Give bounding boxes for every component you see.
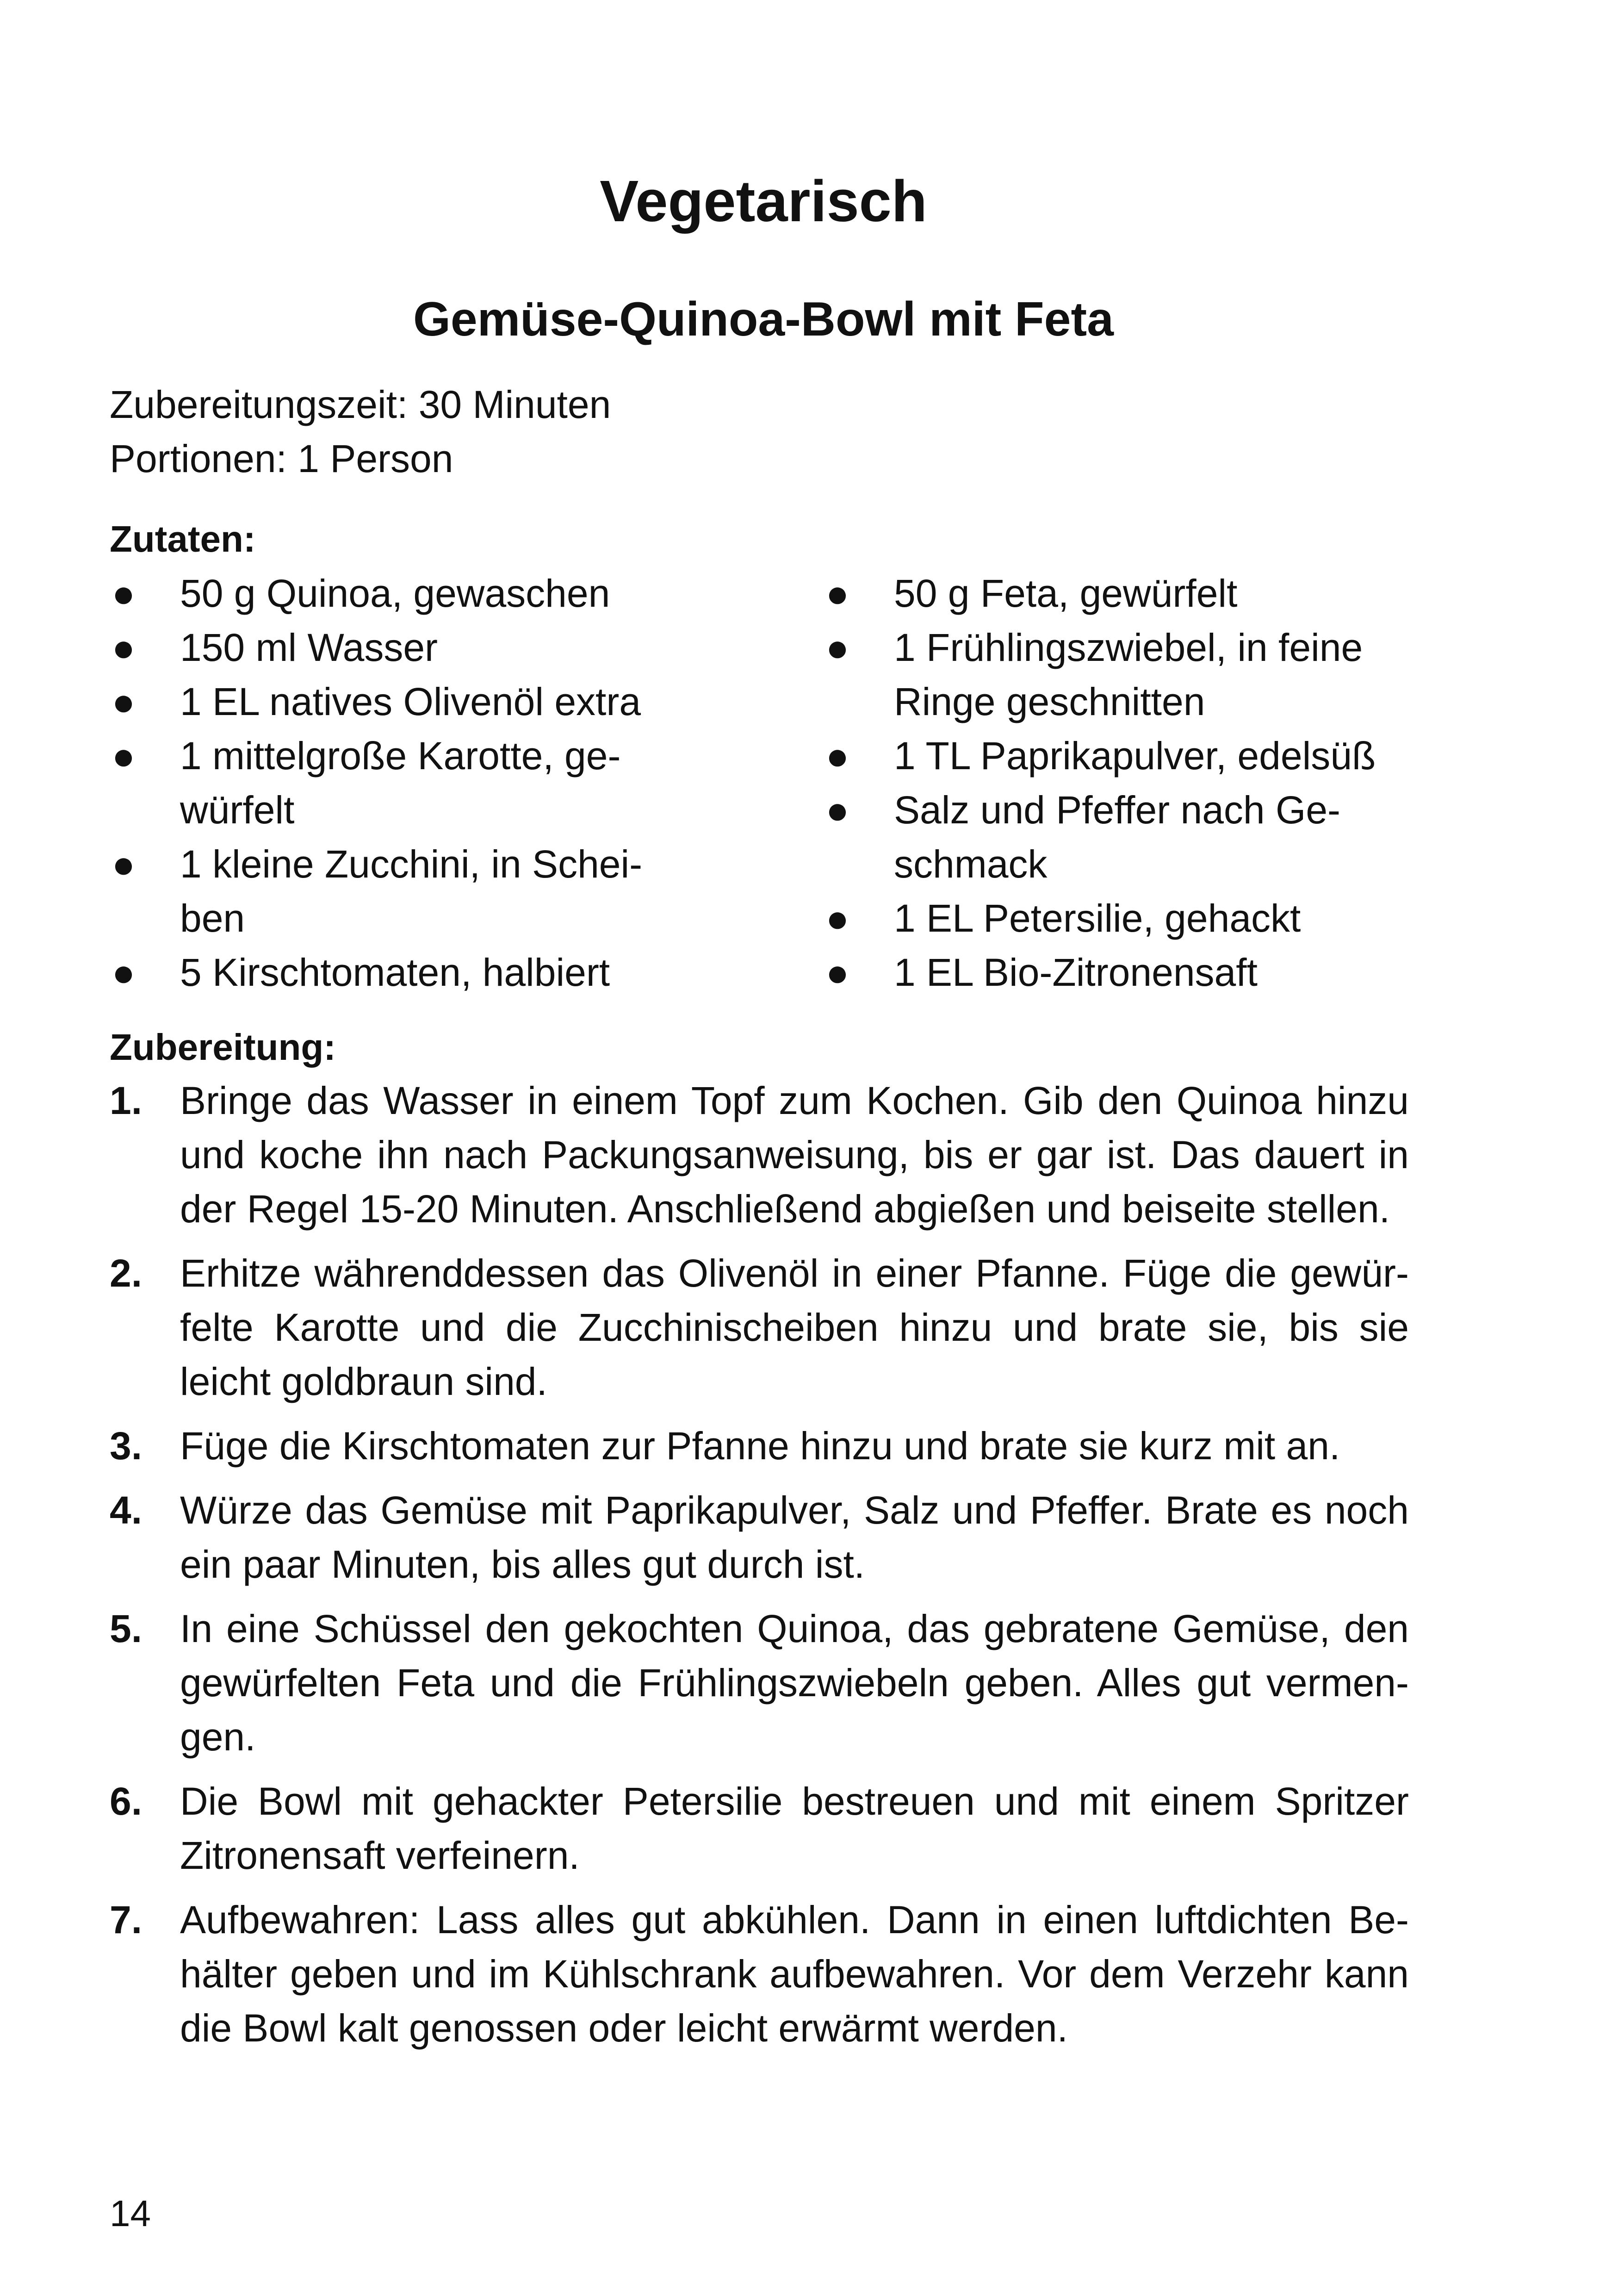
step-text: Würze das Gemüse mit Paprikapulver, Salz und Pfeffer. Brate es noch ein paar Minuten, bis alles gut durch ist. [180, 1488, 1409, 1586]
step-item [110, 1074, 1409, 1236]
bullet-icon: ● [112, 842, 136, 886]
ingredient-text: 1 EL Petersilie, gehackt [894, 896, 1301, 940]
ingredient-item [110, 566, 679, 621]
step-text: Füge die Kirschtomaten zur Pfanne hinzu und brate sie kurz mit an. [180, 1424, 1340, 1468]
ingredient-item [824, 729, 1402, 783]
step-item [110, 1893, 1409, 2055]
step-text: In eine Schüssel den gekochten Quinoa, das gebratene Gemüse, den gewürfelten Feta und die Frühlingszwiebeln geben. Alles gut vermengen. [180, 1607, 1409, 1759]
step-text: Erhitze währenddessen das Olivenöl in einer Pfanne. Füge die gewürfelte Karotte und die Zucchinischeiben hinzu und brate sie, bis sie leicht goldbraun sind. [180, 1251, 1409, 1403]
step-number: 6. [110, 1780, 143, 1823]
step-item [110, 1602, 1409, 1764]
ingredients-list-right [824, 566, 1402, 1000]
ingredient-item [824, 783, 1402, 891]
bullet-icon: ● [825, 734, 849, 778]
step-number: 7. [110, 1898, 143, 1941]
ingredient-text: 50 g Quinoa, gewaschen [180, 572, 610, 615]
ingredients-heading: Zutaten: [110, 518, 256, 560]
step-item [110, 1483, 1409, 1592]
bullet-icon: ● [825, 626, 849, 669]
step-text: Die Bowl mit gehackter Petersilie bestreuen und mit einem Spritzer Zitronensaft verfeinern. [180, 1780, 1409, 1877]
chapter-title: Vegetarisch [600, 168, 927, 234]
ingredient-item [110, 837, 679, 946]
ingredient-item [824, 621, 1402, 729]
bullet-icon: ● [825, 572, 849, 615]
ingredient-text: 1 EL Bio-Zitronensaft [894, 951, 1258, 994]
step-number: 4. [110, 1488, 143, 1532]
step-item [110, 1774, 1409, 1883]
step-text: Bringe das Wasser in einem Topf zum Kochen. Gib den Quinoa hinzu und koche ihn nach Packungsanweisung, bis er gar ist. Das dauert in der Regel 15-20 Minuten. Anschließend abgießen und beiseite stellen. [180, 1079, 1409, 1231]
ingredient-item [824, 566, 1402, 621]
bullet-icon: ● [112, 626, 136, 669]
bullet-icon: ● [112, 951, 136, 994]
preparation-heading: Zubereitung: [110, 1027, 336, 1068]
bullet-icon: ● [825, 788, 849, 832]
ingredient-item [824, 946, 1402, 1000]
ingredient-text: 150 ml Wasser [180, 626, 438, 669]
ingredient-text: 5 Kirschtomaten, halbiert [180, 951, 610, 994]
ingredient-text: 1 EL natives Olivenöl extra [180, 680, 641, 723]
bullet-icon: ● [825, 951, 849, 994]
step-number: 3. [110, 1424, 143, 1468]
ingredient-item [110, 729, 679, 837]
ingredient-item [110, 621, 679, 675]
ingredient-text: 1 Frühlingszwiebel, in feine Ringe geschnitten [894, 626, 1363, 723]
preparation-steps [110, 1074, 1409, 2066]
bullet-icon: ● [112, 734, 136, 778]
step-item [110, 1246, 1409, 1409]
ingredient-item [110, 675, 679, 729]
ingredient-text: Salz und Pfeffer nach Geschmack [894, 788, 1341, 886]
ingredient-item [824, 891, 1402, 946]
bullet-icon: ● [825, 896, 849, 940]
ingredients-list-left [110, 566, 679, 1000]
portions: Portionen: 1 Person [110, 437, 453, 480]
ingredient-text: 1 mittelgroße Karotte, gewürfelt [180, 734, 621, 832]
bullet-icon: ● [112, 572, 136, 615]
bullet-icon: ● [112, 680, 136, 723]
ingredient-text: 1 TL Paprikapulver, edelsüß [894, 734, 1376, 778]
recipe-title: Gemüse-Quinoa-Bowl mit Feta [413, 292, 1114, 346]
page-number: 14 [110, 2193, 151, 2234]
step-text: Aufbewahren: Lass alles gut abkühlen. Dann in einen luftdichten Behälter geben und im Kühlschrank aufbewahren. Vor dem Verzehr kann die Bowl kalt genossen oder leicht erwärmt werden. [180, 1898, 1409, 2050]
step-number: 5. [110, 1607, 143, 1650]
prep-time: Zubereitungszeit: 30 Minuten [110, 383, 611, 426]
ingredient-text: 1 kleine Zucchini, in Scheiben [180, 842, 643, 940]
recipe-meta [110, 378, 611, 486]
step-number: 2. [110, 1251, 143, 1295]
ingredient-item [110, 946, 679, 1000]
step-number: 1. [110, 1079, 143, 1122]
ingredient-text: 50 g Feta, gewürfelt [894, 572, 1238, 615]
step-item [110, 1419, 1409, 1473]
